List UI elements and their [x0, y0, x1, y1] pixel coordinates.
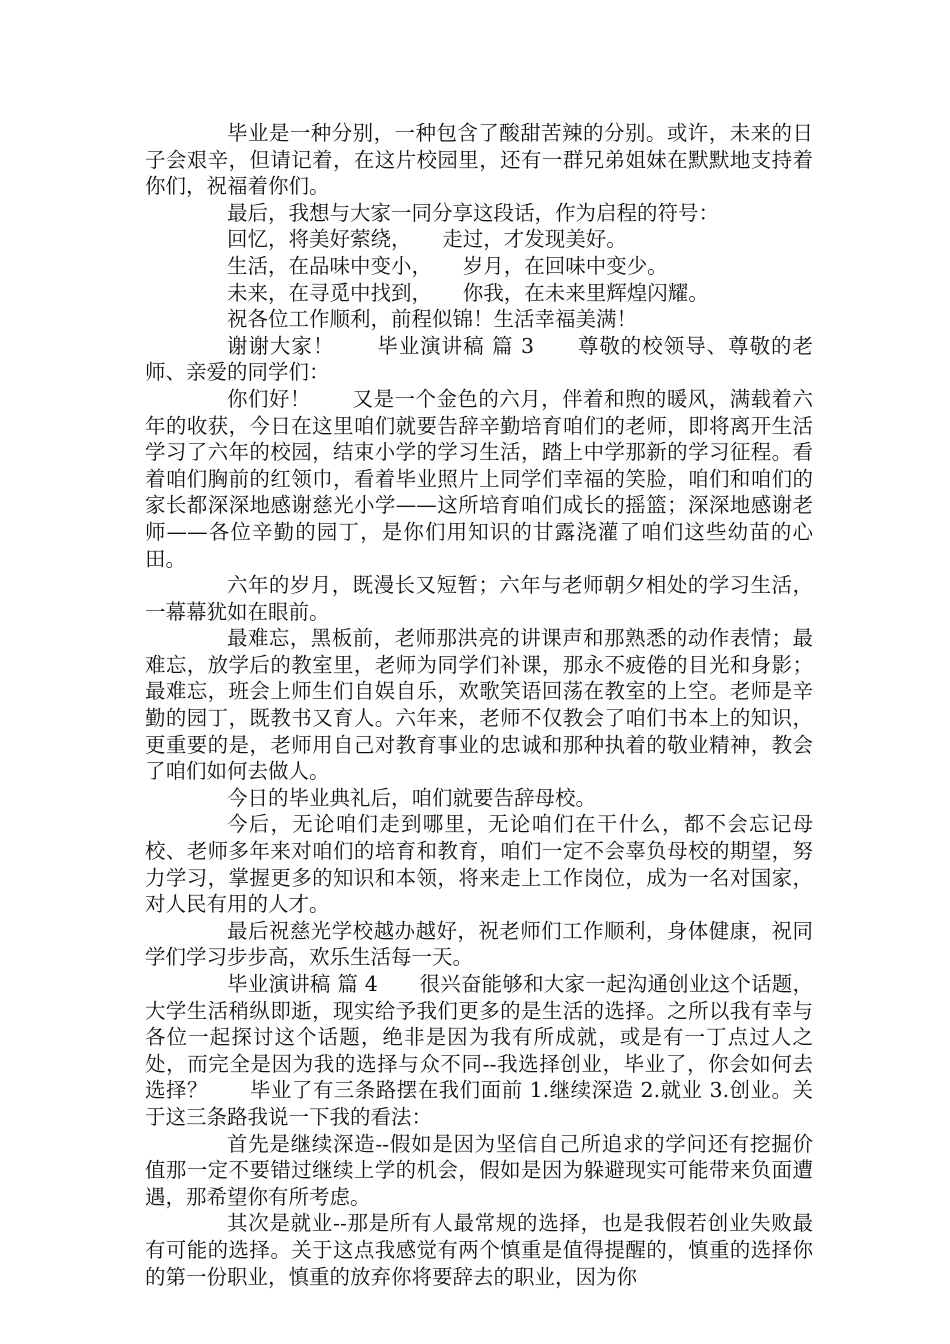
paragraph-greeting: 你们好！ 又是一个金色的六月，伴着和煦的暖风，满载着六年的收获，今日在这里咱们就要告辞辛勤培育咱们的老师，即将离开生活学习了六年的校园，结束小学的学习生活，踏上中学那新的学习征程。看着咱们胸前的红领巾，看着毕业照片上同学们幸福的笑脸，咱们和咱们的家长都深深地感谢慈光小学——这所培育咱们成长的摇篮；深深地感谢老师——各位辛勤的园丁，是你们用知识的甘露浇灌了咱们这些幼苗的心田。: [145, 386, 813, 571]
paragraph-1: 毕业是一种分别，一种包含了酸甜苦辣的分别。或许，未来的日子会艰辛，但请记着，在这片校园里，还有一群兄弟姐妹在默默地支持着你们，祝福着你们。: [145, 121, 813, 199]
poem-line-3: 未来，在寻觅中找到， 你我，在未来里辉煌闪耀。: [227, 280, 709, 305]
paragraph-2: 最后，我想与大家一同分享这段话，作为启程的符号：: [227, 200, 719, 225]
paragraph-future: 今后，无论咱们走到哪里，无论咱们在干什么，都不会忘记母校、老师多年来对咱们的培育和教育，咱们一定不会辜负母校的期望，努力学习，掌握更多的知识和本领，将来走上工作岗位，成为一名对国家，对人民有用的人才。: [145, 812, 813, 917]
paragraph-wishes: 祝各位工作顺利，前程似锦！生活幸福美满！: [227, 307, 637, 332]
paragraph-employment: 其次是就业--那是所有人最常规的选择，也是我假若创业失败最有可能的选择。关于这点我感觉有两个慎重是值得提醒的，慎重的选择你的第一份职业，慎重的放弃你将要辞去的职业，因为你: [145, 1211, 813, 1289]
paragraph-ceremony: 今日的毕业典礼后，咱们就要告辞母校。: [227, 785, 596, 810]
paragraph-further-study: 首先是继续深造--假如是因为坚信自己所追求的学问还有挖掘价值那一定不要错过继续上学的机会，假如是因为躲避现实可能带来负面遭遇，那希望你有所考虑。: [145, 1131, 813, 1209]
paragraph-unforgettable: 最难忘，黑板前，老师那洪亮的讲课声和那熟悉的动作表情；最难忘，放学后的教室里，老师为同学们补课，那永不疲倦的目光和身影；最难忘，班会上师生们自娱自乐，欢歌笑语回荡在教室的上空。老师是辛勤的园丁，既教书又育人。六年来，老师不仅教会了咱们书本上的知识，更重要的是，老师用自己对教育事业的忠诚和那种执着的敬业精神，教会了咱们如何去做人。: [145, 626, 813, 784]
document-page: [145, 120, 813, 1290]
paragraph-six-years: 六年的岁月，既漫长又短暂；六年与老师朝夕相处的学习生活，一幕幕犹如在眼前。: [145, 573, 813, 624]
poem-line-1: 回忆，将美好萦绕， 走过，才发现美好。: [227, 227, 627, 252]
paragraph-final-wishes: 最后祝慈光学校越办越好，祝老师们工作顺利，身体健康，祝同学们学习步步高，欢乐生活每一天。: [145, 918, 813, 970]
poem-line-2: 生活，在品味中变小， 岁月，在回味中变少。: [227, 253, 668, 278]
paragraph-speech-3-heading: 谢谢大家！ 毕业演讲稿 篇 3 尊敬的校领导、尊敬的老师、亲爱的同学们：: [145, 333, 813, 385]
paragraph-speech-4-heading: 毕业演讲稿 篇 4 很兴奋能够和大家一起沟通创业这个话题，大学生活稍纵即逝，现实给予我们更多的是生活的选择。之所以我有幸与各位一起探讨这个话题，绝非是因为我有所成就，或是有一丁点过人之处，而完全是因为我的选择与众不同--我选择创业，毕业了，你会如何去选择？ 毕业了有三条路摆在我们面前 1.继续深造 2.就业 3.创业。关于这三条路我说一下我的看法：: [145, 972, 813, 1129]
